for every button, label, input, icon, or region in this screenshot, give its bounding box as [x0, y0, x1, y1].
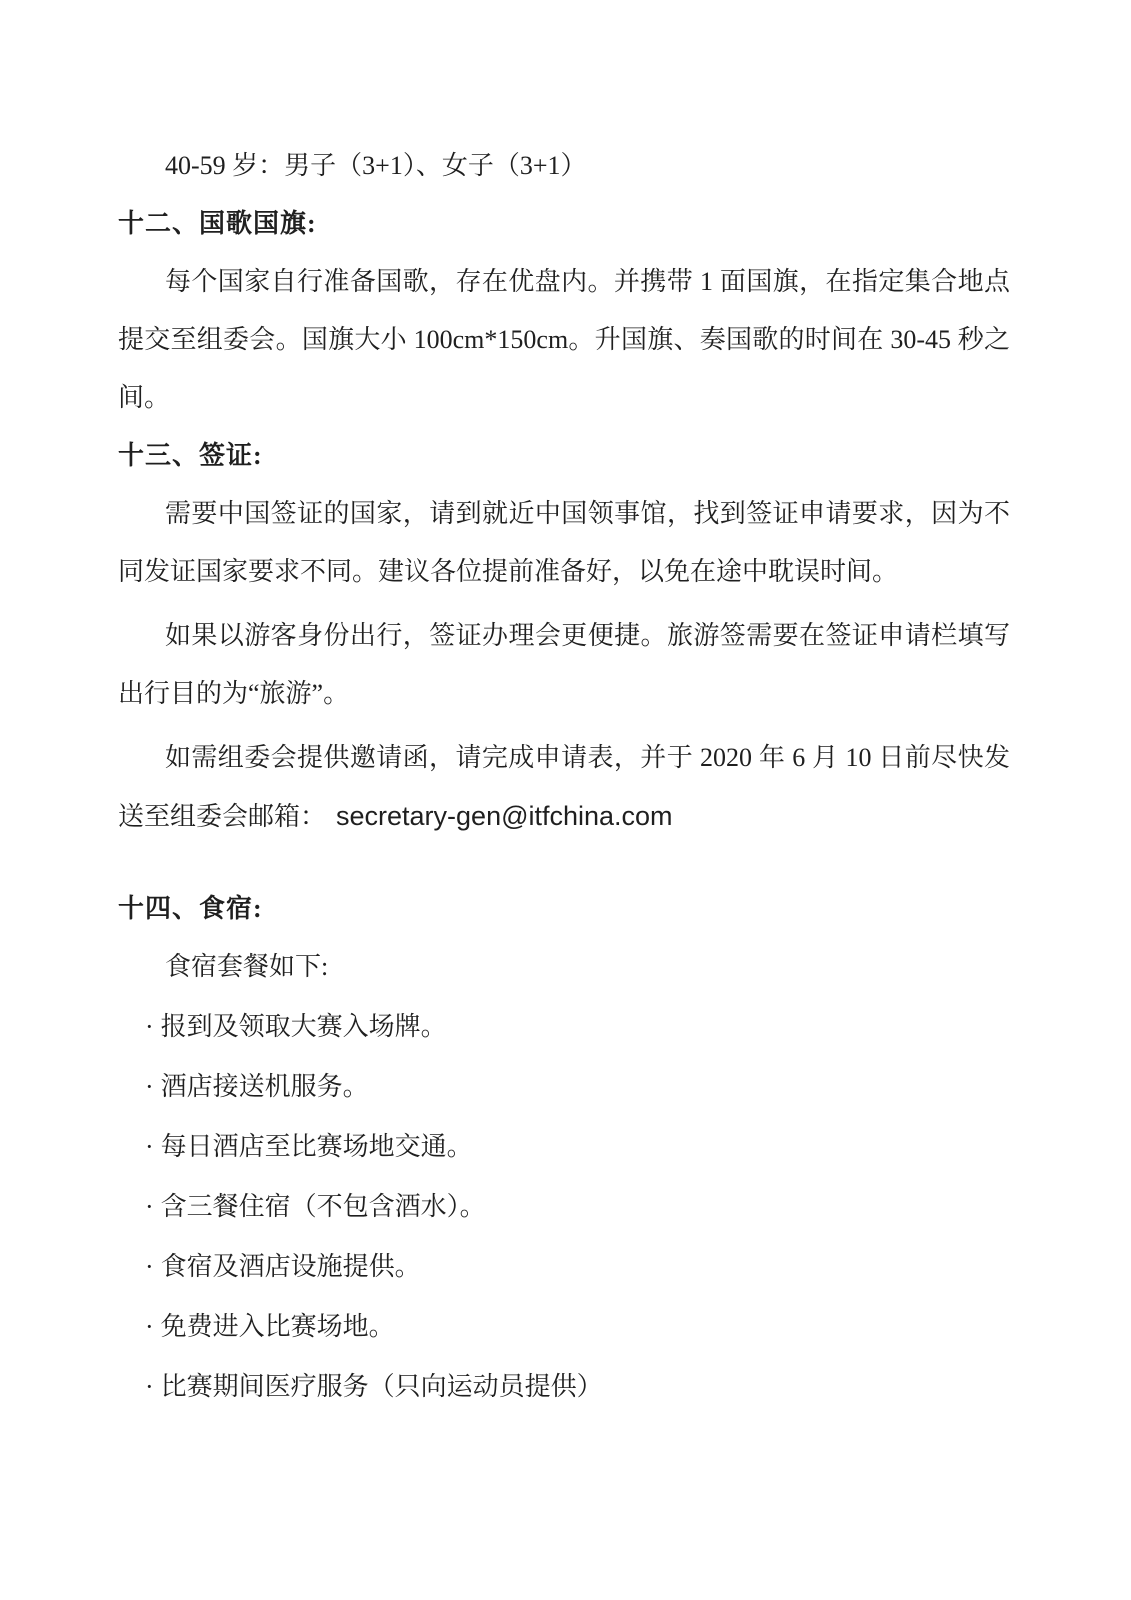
bullet-marker: · — [145, 1012, 154, 1041]
list-item — [118, 1058, 1010, 1116]
list-item-text: 报到及领取大赛入场牌。 — [160, 1012, 447, 1041]
list-item — [118, 1298, 1010, 1356]
section-13-paragraph-2: 如果以游客身份出行，签证办理会更便捷。旅游签需要在签证申请栏填写出行目的为“旅游”。 — [118, 621, 1010, 708]
bullet-marker: · — [145, 1072, 154, 1101]
bullet-marker: · — [145, 1372, 154, 1401]
email-address: secretary-gen@itfchina.com — [336, 801, 673, 831]
section-13-paragraph-3 — [118, 729, 1010, 846]
section-14-heading: 十四、食宿: — [118, 894, 263, 923]
list-item-text: 酒店接送机服务。 — [160, 1072, 369, 1101]
bullet-marker: · — [145, 1132, 154, 1161]
section-12-heading: 十二、国歌国旗: — [118, 209, 317, 238]
list-item — [118, 1118, 1010, 1176]
list-item-text: 每日酒店至比赛场地交通。 — [160, 1132, 473, 1161]
list-item-text: 比赛期间医疗服务（只向运动员提供） — [160, 1372, 603, 1401]
bullet-marker: · — [145, 1312, 154, 1341]
list-item — [118, 1358, 1010, 1416]
section-13-paragraph-1: 需要中国签证的国家，请到就近中国领事馆，找到签证申请要求，因为不同发证国家要求不同。建议各位提前准备好，以免在途中耽误时间。 — [118, 499, 1010, 586]
list-item — [118, 998, 1010, 1056]
list-item — [118, 1178, 1010, 1236]
section-13-heading: 十三、签证: — [118, 441, 263, 470]
bullet-marker: · — [145, 1192, 154, 1221]
list-item-text: 含三餐住宿（不包含酒水）。 — [160, 1192, 486, 1221]
bullet-marker: · — [145, 1252, 154, 1281]
section-12-paragraph-1: 每个国家自行准备国歌，存在优盘内。并携带 1 面国旗，在指定集合地点提交至组委会。国旗大小 100cm*150cm。升国旗、奏国歌的时间在 30-45 秒之间。 — [118, 267, 1010, 412]
section-13-paragraph-3-text: 如需组委会提供邀请函，请完成申请表，并于 2020 年 6 月 10 日前尽快发送至组委会邮箱： — [118, 743, 1010, 831]
list-item-text: 免费进入比赛场地。 — [160, 1312, 395, 1341]
carryover-line: 40-59 岁：男子（3+1）、女子（3+1） — [165, 151, 587, 180]
list-item — [118, 1238, 1010, 1296]
list-item-text: 食宿及酒店设施提供。 — [160, 1252, 421, 1281]
section-14-intro: 食宿套餐如下: — [165, 952, 329, 981]
